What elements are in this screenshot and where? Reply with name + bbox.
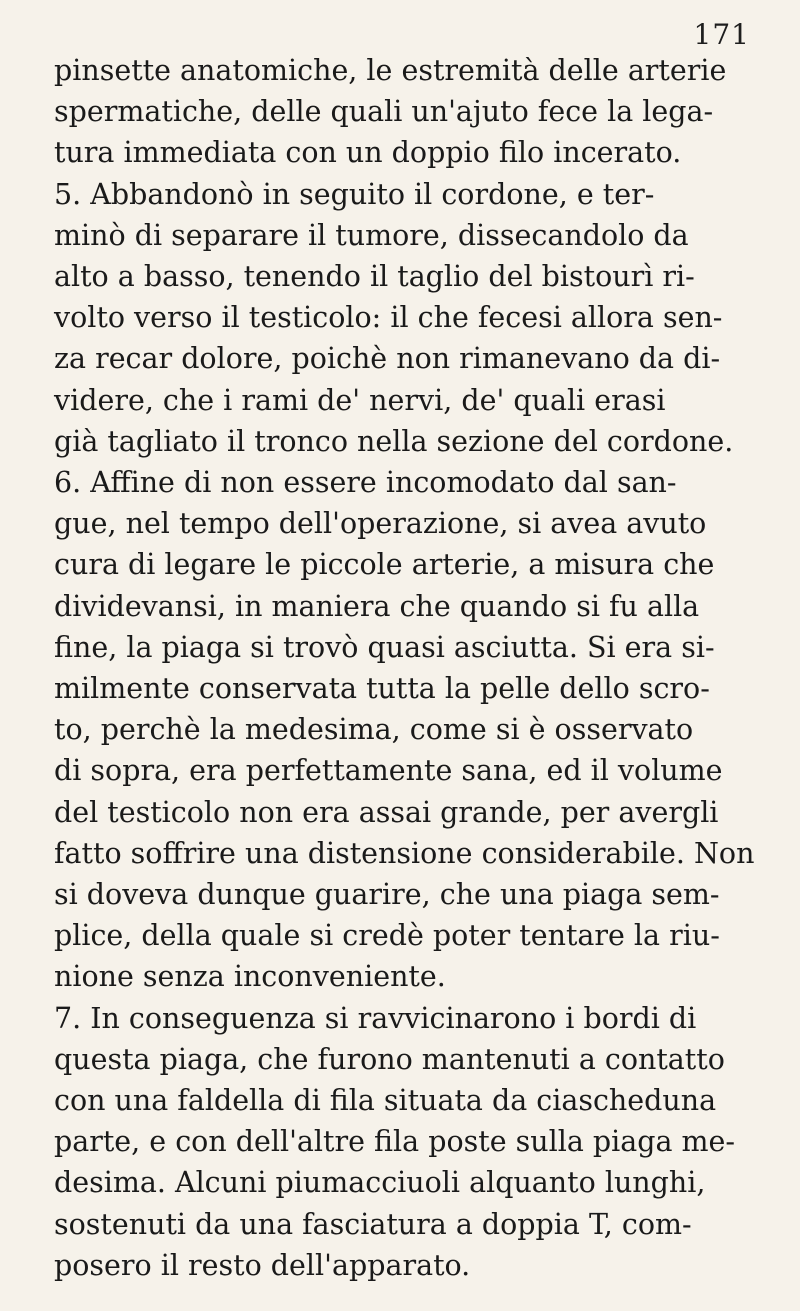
text-line: to, perchè la medesima, come si è osservato: [54, 713, 694, 747]
text-line: sostenuti da una fasciatura a doppia T, com-: [54, 1207, 692, 1241]
text-line: volto verso il testicolo: il che fecesi allora sen-: [54, 301, 723, 335]
text-line: parte, e con dell'altre fila poste sulla piaga me-: [54, 1125, 736, 1159]
text-line: alto a basso, tenendo il taglio del bistourì ri-: [54, 260, 695, 294]
text-line: 5. Abbandonò in seguito il cordone, e ter-: [54, 177, 655, 211]
text-line: pinsette anatomiche, le estremità delle arterie: [54, 54, 727, 87]
text-line: dividevansi, in maniera che quando si fu alla: [54, 589, 700, 623]
text-line: tura immediata con un doppio filo incerato.: [54, 136, 682, 170]
text-line: minò di separare il tumore, dissecandolo da: [54, 218, 689, 252]
text-line: già tagliato il tronco nella sezione del cordone.: [54, 424, 734, 458]
text-line: si doveva dunque guarire, che una piaga sem-: [54, 878, 720, 912]
text-line: posero il resto dell'apparato.: [54, 1248, 471, 1282]
text-line: 7. In conseguenza si ravvicinarono i bordi di: [54, 1001, 697, 1035]
text-line: di sopra, era perfettamente sana, ed il volume: [54, 754, 723, 788]
text-line: nione senza inconveniente.: [54, 960, 446, 994]
text-line: del testicolo non era assai grande, per avergli: [54, 795, 719, 829]
text-line: plice, della quale si credè poter tentare la riu-: [54, 919, 720, 953]
text-line: fatto soffrire una distensione considerabile. Non: [54, 836, 755, 870]
text-line: za recar dolore, poichè non rimanevano da di-: [54, 342, 721, 376]
text-line: desima. Alcuni piumacciuoli alquanto lunghi,: [54, 1166, 706, 1200]
text-line: questa piaga, che furono mantenuti a contatto: [54, 1042, 725, 1076]
text-line: cura di legare le piccole arterie, a misura che: [54, 548, 715, 582]
page-number: 171: [693, 18, 750, 51]
text-line: fine, la piaga si trovò quasi asciutta. Si era si-: [54, 630, 715, 664]
text-line: videre, che i rami de' nervi, de' quali erasi: [54, 383, 666, 417]
text-line: spermatiche, delle quali un'ajuto fece la lega-: [54, 95, 714, 129]
text-line: con una faldella di fila situata da ciascheduna: [54, 1084, 717, 1118]
text-line: 6. Affine di non essere incomodato dal san-: [54, 466, 677, 500]
text-line: milmente conservata tutta la pelle dello scro-: [54, 672, 710, 706]
body-text: [54, 50, 774, 1286]
text-line: gue, nel tempo dell'operazione, si avea avuto: [54, 507, 707, 541]
